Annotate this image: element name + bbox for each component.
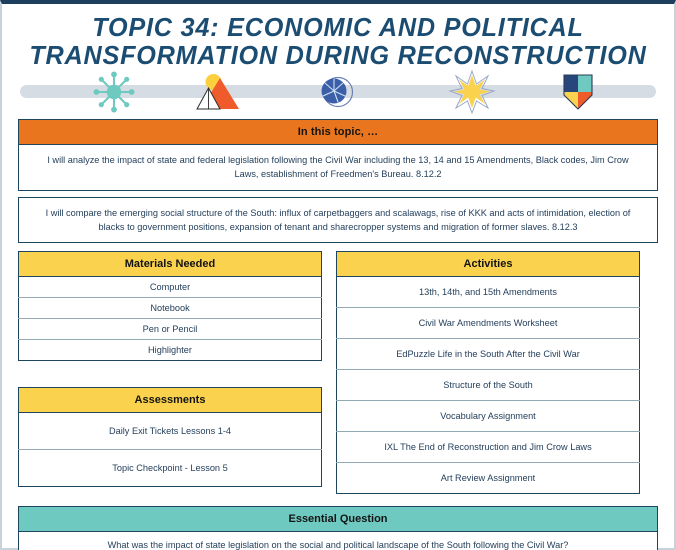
- activity-item[interactable]: 13th, 14th, and 15th Amendments: [419, 287, 557, 298]
- materials-item: Highlighter: [19, 340, 322, 361]
- table-row[interactable]: [19, 450, 322, 487]
- activity-item[interactable]: Art Review Assignment: [337, 463, 640, 494]
- decorative-icon-strip: [2, 71, 674, 113]
- assessment-item: Daily Exit Tickets Lessons 1-4: [108, 426, 232, 437]
- table-row[interactable]: [19, 340, 322, 361]
- page-title: [2, 4, 674, 69]
- page-title-line-2: TRANSFORMATION DURING RECONSTRUCTION: [29, 39, 647, 70]
- table-row[interactable]: [19, 277, 322, 298]
- essential-question-header: Essential Question: [19, 507, 658, 532]
- in-this-topic-section: [2, 119, 674, 243]
- materials-needed-header: Materials Needed: [19, 252, 322, 277]
- assessments-header: Assessments: [19, 388, 322, 413]
- activity-item[interactable]: IXL The End of Reconstruction and Jim Crow Laws: [337, 432, 640, 463]
- essential-question-text: What was the impact of state legislation on the social and political landscape of the South following the Civil War?: [19, 532, 658, 550]
- activities-table: [336, 251, 640, 494]
- materials-item: Computer: [149, 282, 191, 293]
- activities-header: Activities: [337, 252, 640, 277]
- materials-needed-table: [18, 251, 322, 361]
- mountain-sun-icon: [190, 71, 246, 113]
- table-row[interactable]: [337, 463, 640, 494]
- table-row[interactable]: [337, 401, 640, 432]
- starburst-icon: [444, 71, 500, 113]
- essential-question-table: [18, 506, 658, 550]
- in-this-topic-card: [18, 119, 658, 145]
- in-this-topic-header: In this topic, …: [19, 120, 657, 144]
- left-column: [18, 251, 322, 487]
- objective-statement-1: I will analyze the impact of state and federal legislation following the Civil War including the 13, 14 and 15 Amendments, Black codes, Jim Crow Laws, establishment of Freedmen's Bureau. 8.12.2: [18, 145, 658, 191]
- column-spacer: [18, 361, 322, 387]
- activity-item[interactable]: EdPuzzle Life in the South After the Civil War: [337, 339, 640, 370]
- activity-item[interactable]: Vocabulary Assignment: [337, 401, 640, 432]
- right-column: [336, 251, 640, 494]
- objective-statement-2: I will compare the emerging social structure of the South: influx of carpetbaggers and scalawags, rise of KKK and acts of intimidation, election of blacks to government positions, expansion of tenant and sharecropper systems and migration of former slaves. 8.12.3: [18, 197, 658, 244]
- materials-item: Notebook: [19, 298, 322, 319]
- essential-question-section: [2, 506, 674, 550]
- table-row[interactable]: [19, 319, 322, 340]
- assessment-item: Topic Checkpoint - Lesson 5: [19, 450, 322, 487]
- table-row[interactable]: [337, 339, 640, 370]
- table-row[interactable]: [337, 432, 640, 463]
- middle-columns: [2, 251, 674, 494]
- virus-molecule-icon: [86, 71, 142, 113]
- table-row[interactable]: [337, 277, 640, 308]
- table-row: [19, 532, 658, 550]
- page-title-line-1: TOPIC 34: ECONOMIC AND POLITICAL: [92, 12, 584, 42]
- globe-icon: [308, 71, 364, 113]
- shield-badge-icon: [550, 71, 606, 113]
- table-row[interactable]: [337, 308, 640, 339]
- materials-item: Pen or Pencil: [19, 319, 322, 340]
- table-row[interactable]: [19, 298, 322, 319]
- table-row[interactable]: [19, 413, 322, 450]
- assessments-table: [18, 387, 322, 487]
- table-row[interactable]: [337, 370, 640, 401]
- activity-item[interactable]: Civil War Amendments Worksheet: [337, 308, 640, 339]
- activity-item[interactable]: Structure of the South: [337, 370, 640, 401]
